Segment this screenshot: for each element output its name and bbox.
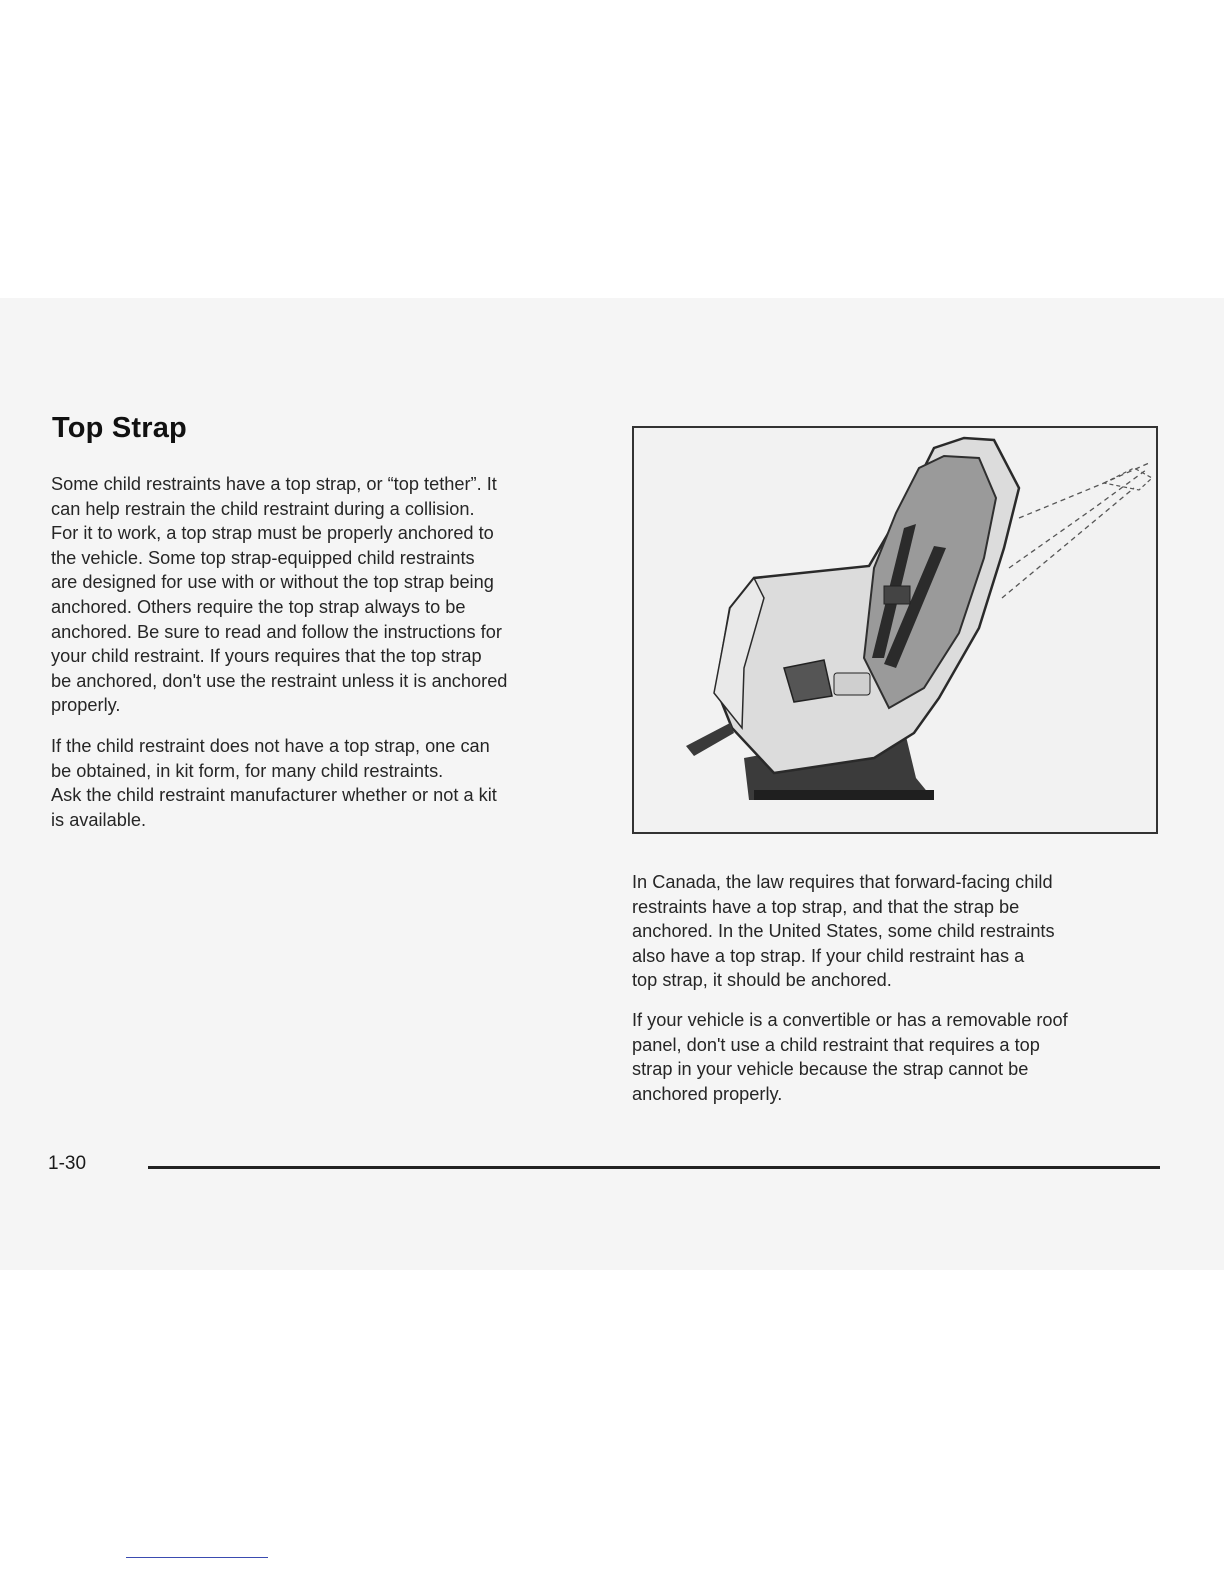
text-line: properly. — [51, 695, 121, 716]
text-line: In Canada, the law requires that forward-facing child — [632, 872, 1053, 892]
text-line: be obtained, in kit form, for many child restraints. — [51, 760, 444, 781]
text-line: anchored. In the United States, some child restraints — [632, 921, 1055, 942]
footer-divider — [148, 1166, 1160, 1169]
page-number: 1-30 — [48, 1153, 87, 1174]
text-line: Some child restraints have a top strap, or “top tether”. It — [51, 474, 497, 494]
text-line: be anchored, don't use the restraint unless it is anchored — [51, 670, 508, 691]
text-line: anchored. Others require the top strap always to be — [51, 596, 466, 617]
right-paragraph-2 — [632, 1008, 1068, 1106]
text-line: If your vehicle is a convertible or has a removable roof — [632, 1010, 1068, 1030]
link-underline — [126, 1557, 268, 1558]
text-line: also have a top strap. If your child restraint has a — [632, 945, 1025, 966]
text-line: are designed for use with or without the top strap being — [51, 572, 494, 593]
text-line: your child restraint. If yours requires that the top strap — [51, 646, 482, 667]
text-line: If the child restraint does not have a top strap, one can — [51, 736, 490, 756]
left-paragraph-2 — [51, 734, 497, 832]
text-line: can help restrain the child restraint during a collision. — [51, 498, 475, 519]
left-paragraph-1 — [51, 472, 507, 718]
right-paragraph-1 — [632, 870, 1055, 993]
text-line: the vehicle. Some top strap-equipped child restraints — [51, 547, 475, 568]
section-title: Top Strap — [52, 412, 187, 444]
text-line: top strap, it should be anchored. — [632, 970, 892, 991]
text-line: panel, don't use a child restraint that requires a top — [632, 1034, 1040, 1055]
text-line: anchored properly. — [632, 1083, 783, 1104]
text-line: restraints have a top strap, and that the strap be — [632, 896, 1020, 917]
text-line: Ask the child restraint manufacturer whether or not a kit — [51, 785, 497, 806]
text-line: For it to work, a top strap must be properly anchored to — [51, 523, 494, 544]
child-seat-illustration — [632, 426, 1158, 834]
text-line: strap in your vehicle because the strap cannot be — [632, 1059, 1029, 1080]
text-line: anchored. Be sure to read and follow the instructions for — [51, 621, 502, 642]
text-line: is available. — [51, 809, 147, 830]
